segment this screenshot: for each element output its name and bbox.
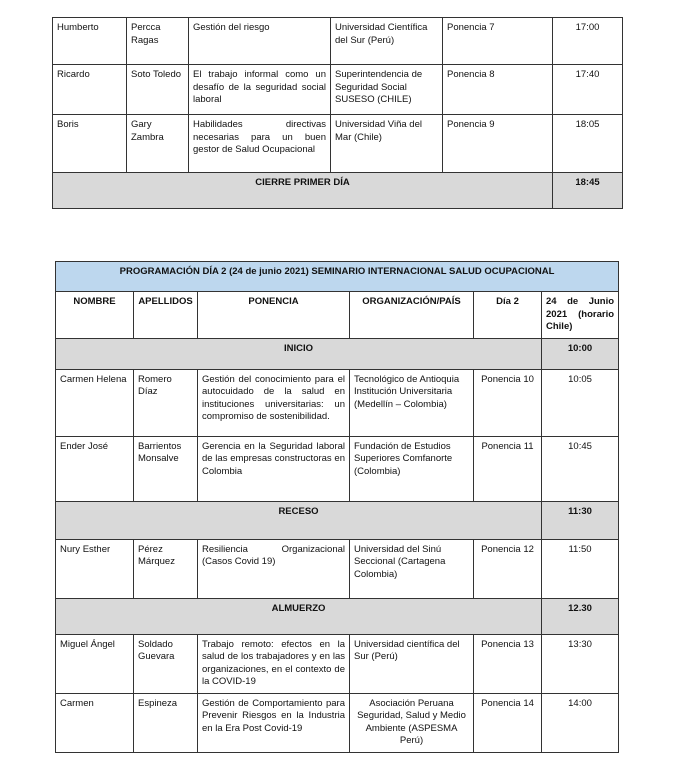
cell-ponencia: Gestión del conocimiento para el autocuidado de la salud en instituciones universitarias: un compromiso de sostenibilidad. bbox=[198, 369, 350, 436]
cell-hora: 13:30 bbox=[542, 634, 619, 693]
cell-nombre: Boris bbox=[53, 115, 127, 173]
cell-hora: 17:00 bbox=[553, 18, 623, 65]
cell-dia: Ponencia 14 bbox=[474, 693, 542, 752]
cell-organizacion: Universidad del Sinú Seccional (Cartagena Colombia) bbox=[350, 539, 474, 598]
cell-dia: Ponencia 10 bbox=[474, 369, 542, 436]
cell-nombre: Carmen bbox=[56, 693, 134, 752]
cell-hora: 10:05 bbox=[542, 369, 619, 436]
cell-ponencia: Resiliencia Organizacional (Casos Covid 19) bbox=[198, 539, 350, 598]
cell-apellidos: Gary Zambra bbox=[127, 115, 189, 173]
table-row bbox=[53, 65, 623, 115]
cell-hora: 10:45 bbox=[542, 436, 619, 501]
cell-apellidos: Espineza bbox=[134, 693, 198, 752]
cell-dia: Ponencia 8 bbox=[443, 65, 553, 115]
cell-organizacion: Universidad Científica del Sur (Perú) bbox=[331, 18, 443, 65]
almuerzo-row bbox=[56, 598, 619, 634]
almuerzo-label: ALMUERZO bbox=[56, 598, 542, 634]
cell-nombre: Nury Esther bbox=[56, 539, 134, 598]
title-row bbox=[56, 262, 619, 292]
inicio-label: INICIO bbox=[56, 338, 542, 369]
cell-ponencia: Gestión del riesgo bbox=[189, 18, 331, 65]
cell-nombre: Ricardo bbox=[53, 65, 127, 115]
closing-label: CIERRE PRIMER DÍA bbox=[53, 173, 553, 209]
header-row bbox=[56, 292, 619, 339]
inicio-row bbox=[56, 338, 619, 369]
cell-organizacion: Tecnológico de Antioquia Institución Universitaria (Medellín – Colombia) bbox=[350, 369, 474, 436]
cell-ponencia: Gerencia en la Seguridad laboral de las empresas constructoras en Colombia bbox=[198, 436, 350, 501]
cell-apellidos: Romero Díaz bbox=[134, 369, 198, 436]
inicio-time: 10:00 bbox=[542, 338, 619, 369]
cell-dia: Ponencia 13 bbox=[474, 634, 542, 693]
cell-ponencia: El trabajo informal como un desafío de la seguridad social laboral bbox=[189, 65, 331, 115]
schedule-table-day2 bbox=[55, 261, 619, 753]
table-row bbox=[56, 539, 619, 598]
cell-hora: 17:40 bbox=[553, 65, 623, 115]
cell-organizacion: Universidad científica del Sur (Perú) bbox=[350, 634, 474, 693]
cell-hora: 18:05 bbox=[553, 115, 623, 173]
header-dia: Día 2 bbox=[474, 292, 542, 339]
cell-dia: Ponencia 7 bbox=[443, 18, 553, 65]
schedule-table-day1 bbox=[52, 17, 623, 209]
table-row bbox=[56, 693, 619, 752]
table-title: PROGRAMACIÓN DÍA 2 (24 de junio 2021) SEMINARIO INTERNACIONAL SALUD OCUPACIONAL bbox=[56, 262, 619, 292]
header-hora: 24 de Junio 2021 (horario Chile) bbox=[542, 292, 619, 339]
table-row bbox=[53, 115, 623, 173]
table-row bbox=[53, 18, 623, 65]
cell-organizacion: Fundación de Estudios Superiores Comfanorte (Colombia) bbox=[350, 436, 474, 501]
table-row bbox=[56, 436, 619, 501]
receso-label: RECESO bbox=[56, 501, 542, 539]
header-nombre: NOMBRE bbox=[56, 292, 134, 339]
cell-nombre: Humberto bbox=[53, 18, 127, 65]
cell-organizacion: Universidad Viña del Mar (Chile) bbox=[331, 115, 443, 173]
cell-dia: Ponencia 11 bbox=[474, 436, 542, 501]
cell-dia: Ponencia 12 bbox=[474, 539, 542, 598]
closing-row bbox=[53, 173, 623, 209]
cell-dia: Ponencia 9 bbox=[443, 115, 553, 173]
table-row bbox=[56, 634, 619, 693]
receso-row bbox=[56, 501, 619, 539]
almuerzo-time: 12.30 bbox=[542, 598, 619, 634]
receso-time: 11:30 bbox=[542, 501, 619, 539]
cell-apellidos: Barrientos Monsalve bbox=[134, 436, 198, 501]
cell-hora: 11:50 bbox=[542, 539, 619, 598]
cell-apellidos: Pérez Márquez bbox=[134, 539, 198, 598]
cell-organizacion: Superintendencia de Seguridad Social SUSESO (CHILE) bbox=[331, 65, 443, 115]
cell-ponencia: Gestión de Comportamiento para Prevenir Riesgos en la Industria en la Era Post Covid-19 bbox=[198, 693, 350, 752]
cell-nombre: Ender José bbox=[56, 436, 134, 501]
cell-nombre: Carmen Helena bbox=[56, 369, 134, 436]
header-organizacion: ORGANIZACIÓN/PAÍS bbox=[350, 292, 474, 339]
cell-hora: 14:00 bbox=[542, 693, 619, 752]
cell-ponencia: Habilidades directivas necesarias para un buen gestor de Salud Ocupacional bbox=[189, 115, 331, 173]
closing-time: 18:45 bbox=[553, 173, 623, 209]
table-row bbox=[56, 369, 619, 436]
cell-nombre: Miguel Ángel bbox=[56, 634, 134, 693]
cell-apellidos: Percca Ragas bbox=[127, 18, 189, 65]
header-apellidos: APELLIDOS bbox=[134, 292, 198, 339]
header-ponencia: PONENCIA bbox=[198, 292, 350, 339]
cell-organizacion: Asociación Peruana Seguridad, Salud y Medio Ambiente (ASPESMA Perú) bbox=[350, 693, 474, 752]
cell-ponencia: Trabajo remoto: efectos en la salud de los trabajadores y en las organizaciones, en el contexto de la COVID-19 bbox=[198, 634, 350, 693]
cell-apellidos: Soldado Guevara bbox=[134, 634, 198, 693]
cell-apellidos: Soto Toledo bbox=[127, 65, 189, 115]
